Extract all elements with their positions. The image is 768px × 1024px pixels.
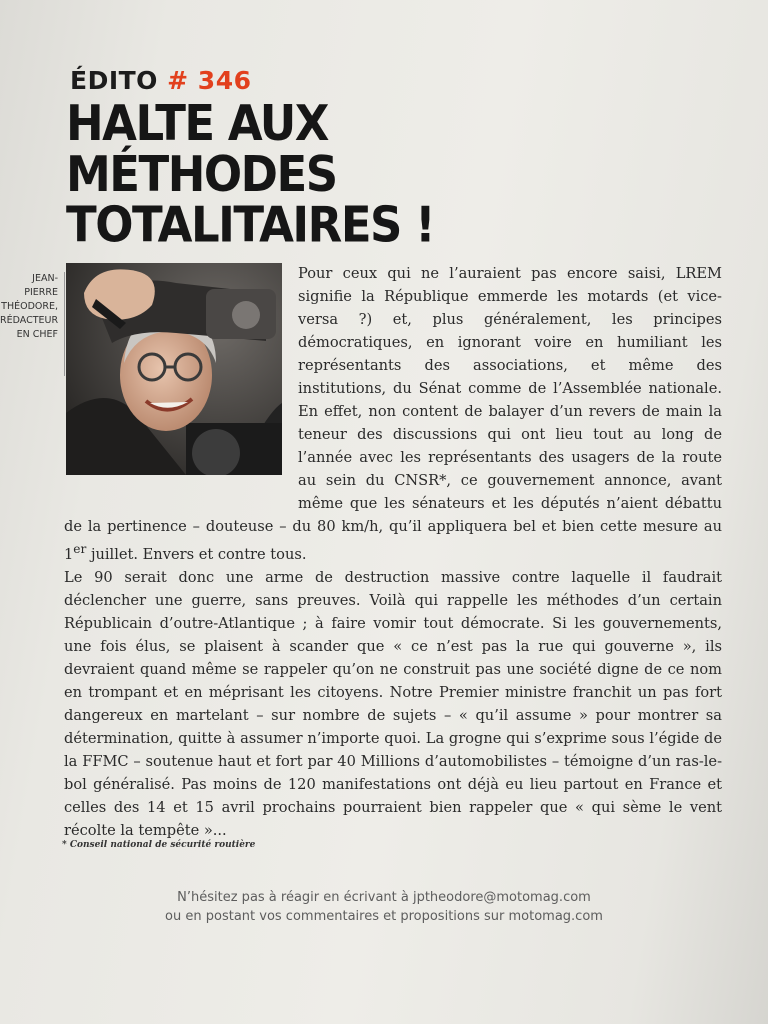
contact-line-email: N’hésitez pas à réagir en écrivant à jptheodore@motomag.com [177,890,591,905]
paragraph-1-text: Pour ceux qui ne l’auraient pas encore saisi, LREM signifie la République emmerde les motards (et vice-versa ?) et, plus généralement, les principes démocratiques, en ignorant voire en humiliant les représentants des associations, et même des institutions, du Sénat comme de l’Assemblée nationale. En effet, non content de balayer d’un revers de main la teneur des discussions qui ont lieu tout au long de l’année avec les représentants des usagers de la route au sein du CNSR*, ce gouvernement annonce, avant même que les sénateurs et les députés n’aient débattu de la pertinence – douteuse – du 80 km/h, qu’il appliquera bel et bien cette mesure au 1 [64,265,722,563]
issue-number: # 346 [167,66,252,95]
photo-spacer [64,262,298,494]
ordinal-superscript: er [73,542,87,556]
contact-line-website: ou en postant vos commentaires et propositions sur motomag.com [165,909,603,924]
byline-line-4: EN CHEF [16,329,58,340]
footnote: * Conseil national de sécurité routière [62,840,256,850]
section-label [70,66,252,95]
byline-line-1: JEAN-PIERRE [24,273,58,298]
author-byline [0,272,65,376]
byline-line-2: THÉODORE, [1,301,58,312]
headline [66,94,626,254]
paragraph-1-end: juillet. Envers et contre tous. [86,545,307,563]
article-body [64,262,722,842]
headline-line-3: TOTALITAIRES ! [66,196,435,254]
contact-note [0,888,768,926]
headline-line-1: HALTE AUX [66,94,328,152]
article-paragraph-2: Le 90 serait donc une arme de destruction massive contre laquelle il faudrait déclencher une guerre, sans preuves. Voilà qui rappelle les méthodes d’un certain Républicain d’outre-Atlantique ; à faire vomir tout démocrate. Si les gouvernements, une fois élus, se plaisent à scander que « ce n’est pas la rue qui gouverne », ils devraient quand même se rappeler qu’on ne construit pas une société digne de ce nom en trompant et en méprisant les citoyens. Notre Premier ministre franchit un pas fort dangereux en martelant – sur nombre de sujets – « qu’il assume » pour montrer sa détermination, quitte à assumer n’importe quoi. La grogne qui s’exprime sous l’égide de la FFMC – soutenue haut et fort par 40 Millions d’automobilistes – témoigne d’un ras-le-bol généralisé. Pas moins de 120 manifestations ont déjà eu lieu partout en France et celles des 14 et 15 avril prochains pourraient bien rappeler que « qui sème le vent récolte la tempête »... [64,568,722,839]
headline-line-2: MÉTHODES [66,145,337,203]
section-label-text: ÉDITO [70,66,158,95]
byline-line-3: RÉDACTEUR [0,315,59,326]
